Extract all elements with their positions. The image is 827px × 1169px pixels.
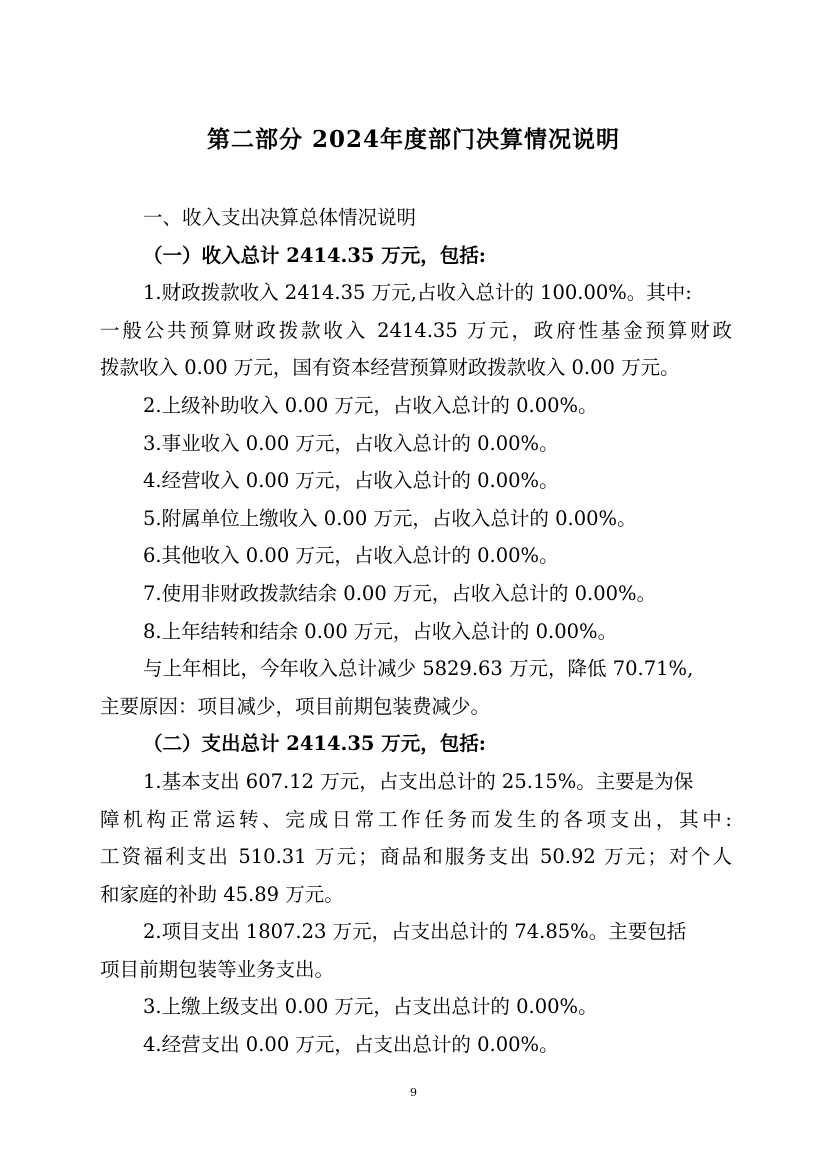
paragraph-line: 6.其他收入 0.00 万元，占收入总计的 0.00%。 <box>143 544 559 568</box>
paragraph-line: 3.上缴上级支出 0.00 万元，占支出总计的 0.00%。 <box>143 995 598 1019</box>
paragraph-line: 3.事业收入 0.00 万元，占收入总计的 0.00%。 <box>143 431 559 455</box>
paragraph-line: 7.使用非财政拨款结余 0.00 万元，占收入总计的 0.00%。 <box>143 581 657 605</box>
paragraph-line: 与上年相比，今年收入总计减少 5829.63 万元，降低 70.71%, <box>143 657 694 681</box>
paragraph-line: 障机构正常运转、完成日常工作任务而发生的各项支出，其中: <box>100 807 732 831</box>
paragraph-line: 4.经营收入 0.00 万元，占收入总计的 0.00%。 <box>143 469 559 493</box>
page-number: 9 <box>410 1086 417 1099</box>
paragraph-line: 1.财政拨款收入 2414.35 万元,占收入总计的 100.00%。其中: <box>143 281 692 305</box>
section-heading-1: 一、收入支出决算总体情况说明 <box>143 206 417 229</box>
subsection-heading-income: （一）收入总计 2414.35 万元，包括: <box>143 243 486 267</box>
paragraph-line: 拨款收入 0.00 万元，国有资本经营预算财政拨款收入 0.00 万元。 <box>100 356 680 380</box>
paragraph-line: 主要原因：项目减少，项目前期包装费减少。 <box>100 694 491 718</box>
paragraph-line: 2.上级补助收入 0.00 万元，占收入总计的 0.00%。 <box>143 393 598 417</box>
document-body <box>100 199 732 1064</box>
paragraph-line: 4.经营支出 0.00 万元，占支出总计的 0.00%。 <box>143 1033 559 1057</box>
paragraph-line: 和家庭的补助 45.89 万元。 <box>100 882 344 906</box>
paragraph-line: 2.项目支出 1807.23 万元，占支出总计的 74.85%。主要包括 <box>143 920 687 944</box>
subsection-heading-expenditure: （二）支出总计 2414.35 万元，包括: <box>143 732 486 756</box>
paragraph-line: 8.上年结转和结余 0.00 万元，占收入总计的 0.00%。 <box>143 619 618 643</box>
paragraph-line: 5.附属单位上缴收入 0.00 万元，占收入总计的 0.00%。 <box>143 506 637 530</box>
paragraph-line: 一般公共预算财政拨款收入 2414.35 万元，政府性基金预算财政 <box>100 318 732 342</box>
paragraph-line: 工资福利支出 510.31 万元；商品和服务支出 50.92 万元；对个人 <box>100 845 732 869</box>
page-title: 第二部分 2024年度部门决算情况说明 <box>206 126 621 153</box>
paragraph-line: 1.基本支出 607.12 万元，占支出总计的 25.15%。主要是为保 <box>143 769 694 793</box>
paragraph-line: 项目前期包装等业务支出。 <box>100 957 335 981</box>
